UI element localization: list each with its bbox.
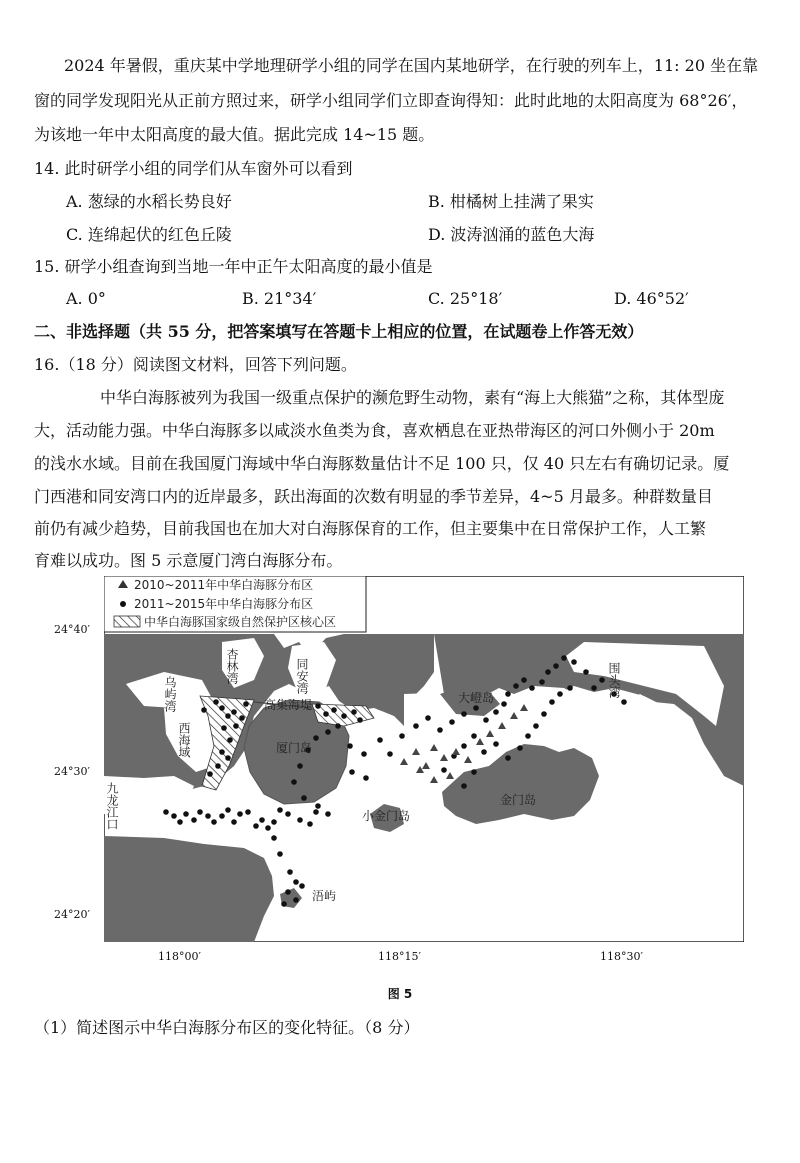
q15-option-a: A. 0°: [66, 289, 106, 308]
q15-option-b: B. 21°34′: [242, 289, 317, 308]
dolphin-point-2011-2015: [349, 769, 355, 775]
dolphin-point-2011-2015: [437, 727, 443, 733]
dolphin-point-2011-2015: [297, 817, 303, 823]
label-xiaojinmen: 小金门岛: [362, 809, 411, 823]
q16-material-line-5: 前仍有减少趋势，目前我国也在加大对白海豚保育的工作，但主要集中在日常保护工作，人工繁: [34, 519, 707, 538]
question-15-stem: 15. 研学小组查询到当地一年中正午太阳高度的最小值是: [34, 257, 433, 276]
dolphin-point-2011-2015: [285, 811, 291, 817]
dolphin-point-2011-2015: [231, 709, 237, 715]
dolphin-point-2011-2015: [461, 743, 467, 749]
dolphin-point-2011-2015: [505, 755, 511, 761]
dolphin-point-2011-2015: [331, 707, 337, 713]
dolphin-point-2011-2015: [583, 669, 589, 675]
dolphin-point-2011-2015: [363, 775, 369, 781]
dolphin-point-2011-2015: [239, 715, 245, 721]
dolphin-point-2011-2015: [225, 807, 231, 813]
dolphin-point-2011-2015: [219, 749, 225, 755]
lon-label-1: 118°00′: [158, 950, 201, 963]
lon-label-2: 118°15′: [378, 950, 421, 963]
dolphin-point-2011-2015: [183, 811, 189, 817]
dolphin-point-2011-2015: [307, 821, 313, 827]
lat-label-2: 24°30′: [54, 765, 90, 778]
dolphin-point-2011-2015: [299, 883, 305, 889]
label-dadeng-island: 大嶝岛: [458, 691, 495, 705]
dolphin-point-2011-2015: [357, 717, 363, 723]
dolphin-point-2011-2015: [287, 869, 293, 875]
dolphin-point-2011-2015: [351, 709, 357, 715]
dolphin-point-2011-2015: [387, 751, 393, 757]
dolphin-point-2011-2015: [533, 723, 539, 729]
dolphin-point-2011-2015: [243, 701, 249, 707]
dolphin-point-2011-2015: [425, 715, 431, 721]
q14-option-b: B. 柑橘树上挂满了果实: [428, 192, 594, 211]
dolphin-point-2011-2015: [377, 737, 383, 743]
question-14-stem: 14. 此时研学小组的同学们从车窗外可以看到: [34, 159, 353, 178]
dolphin-point-2011-2015: [461, 711, 467, 717]
label-tongan-bay: 同安湾: [295, 658, 309, 694]
dolphin-point-2011-2015: [481, 749, 487, 755]
dolphin-point-2011-2015: [265, 825, 271, 831]
dolphin-point-2011-2015: [297, 763, 303, 769]
q14-option-a: A. 葱绿的水稻长势良好: [66, 192, 232, 211]
dolphin-point-2011-2015: [293, 879, 299, 885]
lat-label-3: 24°20′: [54, 908, 90, 921]
dolphin-point-2011-2015: [571, 659, 577, 665]
dolphin-point-2011-2015: [301, 795, 307, 801]
dolphin-point-2011-2015: [449, 719, 455, 725]
dolphin-point-2011-2015: [325, 729, 331, 735]
figure-caption: 图 5: [387, 987, 413, 1001]
dolphin-point-2011-2015: [473, 705, 479, 711]
dolphin-point-2011-2015: [567, 685, 573, 691]
mainland-south: [104, 836, 274, 942]
dolphin-point-2011-2015: [441, 767, 447, 773]
dolphin-point-2011-2015: [313, 809, 319, 815]
dolphin-point-2011-2015: [233, 723, 239, 729]
dolphin-point-2011-2015: [561, 655, 567, 661]
dolphin-point-2011-2015: [505, 691, 511, 697]
section-2-heading: 二、非选择题（共 55 分，把答案填写在答题卡上相应的位置，在试题卷上作答无效）: [34, 322, 644, 341]
dolphin-point-2011-2015: [259, 817, 265, 823]
q15-option-c: C. 25°18′: [428, 289, 503, 308]
dolphin-point-2011-2015: [201, 707, 207, 713]
dolphin-point-2011-2015: [591, 685, 597, 691]
dolphin-point-2011-2015: [529, 685, 535, 691]
legend-item-1: 2010~2011年中华白海豚分布区: [134, 578, 314, 592]
label-xiamen-island: 厦门岛: [276, 741, 313, 755]
label-west-sea: 西海域: [177, 722, 191, 758]
dolphin-point-2011-2015: [553, 663, 559, 669]
dolphin-point-2011-2015: [513, 683, 519, 689]
dolphin-point-2011-2015: [237, 811, 243, 817]
dolphin-point-2011-2015: [541, 711, 547, 717]
dolphin-point-2011-2015: [225, 755, 231, 761]
q16-material-line-3: 的浅水水域。目前在我国厦门海域中华白海豚数量估计不足 100 只，仅 40 只左右有确切记录。厦: [34, 454, 730, 473]
dolphin-point-2011-2015: [461, 783, 467, 789]
dolphin-point-2011-2015: [549, 699, 555, 705]
dolphin-point-2011-2015: [315, 703, 321, 709]
dolphin-point-2011-2015: [231, 819, 237, 825]
dolphin-point-2011-2015: [221, 725, 227, 731]
dolphin-point-2011-2015: [163, 809, 169, 815]
q16-material-line-2: 大，活动能力强。中华白海豚多以咸淡水鱼类为食，喜欢栖息在亚热带海区的河口外侧小于 20m: [34, 421, 715, 440]
dolphin-point-2011-2015: [271, 835, 277, 841]
dolphin-point-2011-2015: [213, 699, 219, 705]
dolphin-point-2011-2015: [313, 735, 319, 741]
dolphin-point-2011-2015: [281, 901, 287, 907]
dolphin-point-2011-2015: [545, 669, 551, 675]
q15-option-d: D. 46°52′: [614, 289, 689, 308]
legend-dot-marker: [120, 601, 126, 607]
dolphin-point-2011-2015: [517, 745, 523, 751]
dolphin-point-2011-2015: [323, 711, 329, 717]
label-xinglin-bay: 杏林湾: [225, 648, 239, 684]
dolphin-point-2011-2015: [335, 723, 341, 729]
lon-label-3: 118°30′: [600, 950, 643, 963]
dolphin-point-2011-2015: [245, 809, 251, 815]
dolphin-point-2011-2015: [197, 809, 203, 815]
dolphin-point-2011-2015: [227, 737, 233, 743]
q14-option-d: D. 波涛汹涌的蓝色大海: [428, 225, 595, 244]
dolphin-point-2011-2015: [471, 769, 477, 775]
q16-sub-question-1: （1）简述图示中华白海豚分布区的变化特征。（8 分）: [34, 1018, 420, 1037]
dolphin-point-2011-2015: [621, 699, 627, 705]
dolphin-point-2011-2015: [177, 819, 183, 825]
dolphin-point-2011-2015: [471, 733, 477, 739]
legend-item-2: 2011~2015年中华白海豚分布区: [134, 597, 314, 611]
legend-hatch-marker: [114, 616, 140, 627]
dolphin-point-2011-2015: [219, 705, 225, 711]
label-jinmen: 金门岛: [500, 793, 537, 807]
dolphin-point-2011-2015: [325, 811, 331, 817]
dolphin-point-2011-2015: [225, 713, 231, 719]
label-yuyu: 浯屿: [312, 889, 337, 903]
dolphin-point-2011-2015: [347, 743, 353, 749]
dolphin-point-2011-2015: [599, 677, 605, 683]
label-jiulong: 九龙江口: [105, 782, 119, 830]
dolphin-point-2011-2015: [413, 723, 419, 729]
dolphin-point-2011-2015: [315, 803, 321, 809]
dolphin-point-2011-2015: [171, 813, 177, 819]
dolphin-point-2011-2015: [191, 817, 197, 823]
dolphin-point-2011-2015: [557, 691, 563, 697]
dolphin-point-2011-2015: [361, 751, 367, 757]
dolphin-point-2011-2015: [215, 763, 221, 769]
intro-line-3: 为该地一年中太阳高度的最大值。据此完成 14~15 题。: [34, 125, 435, 144]
dolphin-point-2011-2015: [521, 677, 527, 683]
intro-line-1: 2024 年暑假，重庆某中学地理研学小组的同学在国内某地研学，在行驶的列车上，11: 20 坐在靠: [64, 56, 759, 75]
dolphin-point-2011-2015: [253, 823, 259, 829]
question-16-stem: 16.（18 分）阅读图文材料，回答下列问题。: [34, 355, 357, 374]
lat-label-1: 24°40′: [54, 623, 90, 636]
dolphin-point-2011-2015: [341, 713, 347, 719]
q16-material-line-4: 门西港和同安湾口内的近岸最多，跃出海面的次数有明显的季节差异，4~5 月最多。种群数量目: [34, 487, 713, 506]
dolphin-point-2011-2015: [271, 819, 277, 825]
label-wuyu-bay: 乌屿湾: [163, 676, 177, 712]
dolphin-point-2011-2015: [539, 679, 545, 685]
dolphin-point-2011-2015: [493, 741, 499, 747]
q16-material-line-1: 中华白海豚被列为我国一级重点保护的濒危野生动物，素有“海上大熊猫”之称，其体型庞: [100, 388, 725, 407]
dolphin-point-2011-2015: [501, 701, 507, 707]
dolphin-point-2011-2015: [219, 813, 225, 819]
dolphin-point-2011-2015: [493, 709, 499, 715]
dolphin-point-2011-2015: [293, 897, 299, 903]
dolphin-point-2011-2015: [277, 851, 283, 857]
dolphin-point-2011-2015: [285, 889, 291, 895]
dolphin-point-2011-2015: [399, 733, 405, 739]
dolphin-point-2011-2015: [291, 779, 297, 785]
dolphin-point-2011-2015: [525, 733, 531, 739]
dolphin-point-2011-2015: [483, 717, 489, 723]
legend-item-3: 中华白海豚国家级自然保护区核心区: [144, 615, 337, 629]
figure-5-map: [104, 576, 744, 942]
dolphin-point-2011-2015: [205, 813, 211, 819]
intro-line-2: 窗的同学发现阳光从正前方照过来，研学小组同学们立即查询得知：此时此地的太阳高度为 68°26′，: [34, 91, 748, 110]
label-weitou-bay: 围头湾: [607, 662, 621, 698]
dolphin-point-2011-2015: [207, 771, 213, 777]
label-gaoji: 高集海堤: [264, 698, 313, 712]
q16-material-line-6: 育难以成功。图 5 示意厦门湾白海豚分布。: [34, 551, 343, 570]
q14-option-c: C. 连绵起伏的红色丘陵: [66, 225, 232, 244]
dolphin-point-2011-2015: [277, 807, 283, 813]
dolphin-point-2011-2015: [211, 819, 217, 825]
